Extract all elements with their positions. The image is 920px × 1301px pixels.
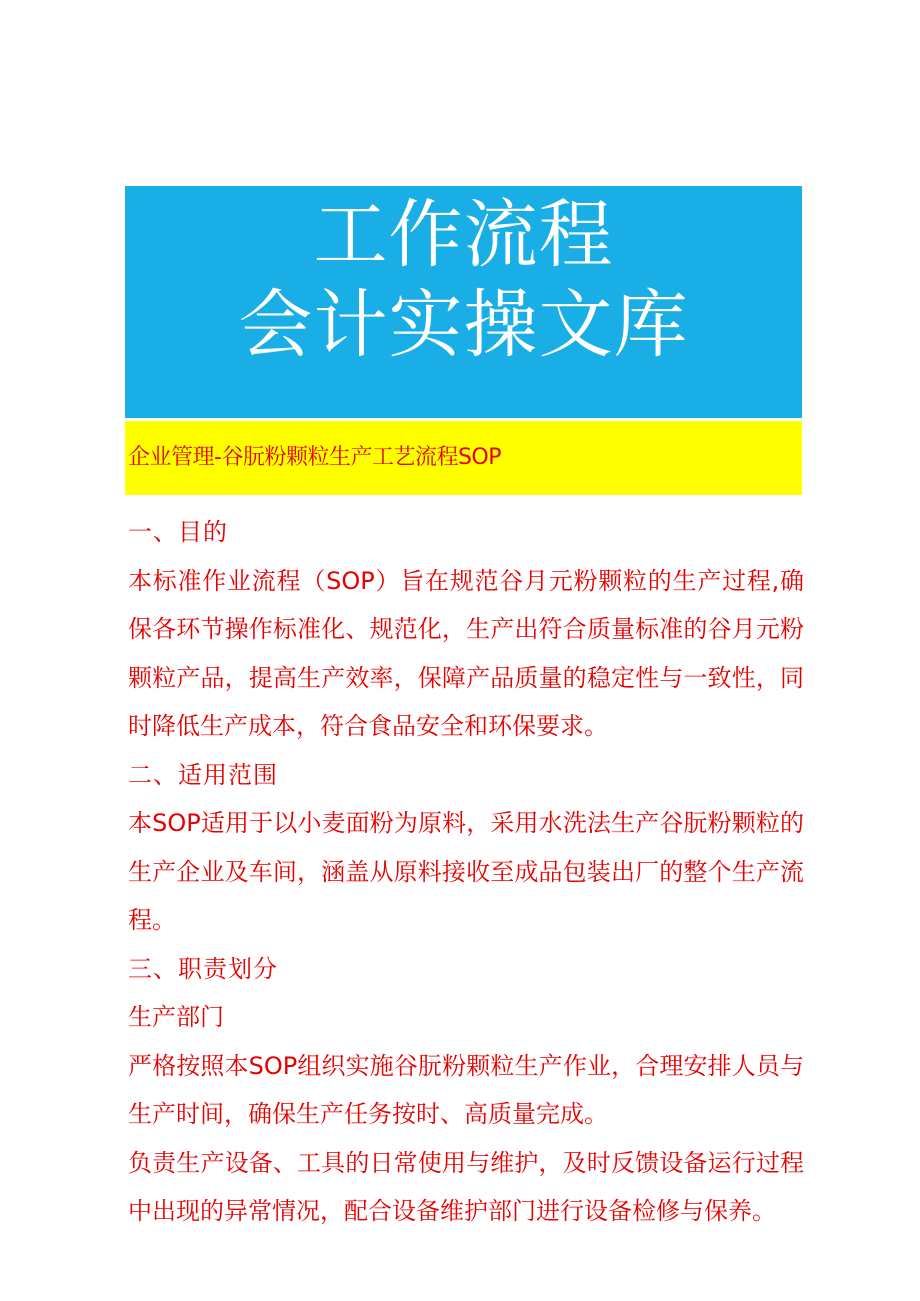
banner-title-line-1: 工作流程 <box>313 192 614 278</box>
paragraph-purpose: 本标准作业流程（SOP）旨在规范谷月元粉颗粒的生产过程,确保各环节操作标准化、规范化，生产出符合质量标准的谷月元粉颗粒产品，提高生产效率，保障产品质量的稳定性与一致性，同时降低生产成本，符合食品安全和环保要求。 <box>128 566 804 740</box>
section-heading-purpose: 一、目的 <box>128 518 228 546</box>
document-subtitle: 企业管理-谷朊粉颗粒生产工艺流程SOP <box>128 445 501 470</box>
subtitle-bar <box>125 421 802 495</box>
banner-title-line-2: 会计实操文库 <box>238 282 689 368</box>
paragraph-production-duty-2: 负责生产设备、工具的日常使用与维护，及时反馈设备运行过程中出现的异常情况，配合设备维护部门进行设备检修与保养。 <box>128 1148 804 1225</box>
section-heading-scope: 二、适用范围 <box>128 760 278 789</box>
section-heading-responsibilities: 三、职责划分 <box>128 954 278 983</box>
subheading-production-department: 生产部门 <box>128 1003 224 1031</box>
paragraph-scope: 本SOP适用于以小麦面粉为原料，采用水洗法生产谷朊粉颗粒的生产企业及车间，涵盖从原料接收至成品包装出厂的整个生产流程。 <box>128 809 804 934</box>
document-body <box>128 508 804 1236</box>
paragraph-production-duty-1: 严格按照本SOP组织实施谷朊粉颗粒生产作业，合理安排人员与生产时间，确保生产任务按时、高质量完成。 <box>128 1051 804 1128</box>
